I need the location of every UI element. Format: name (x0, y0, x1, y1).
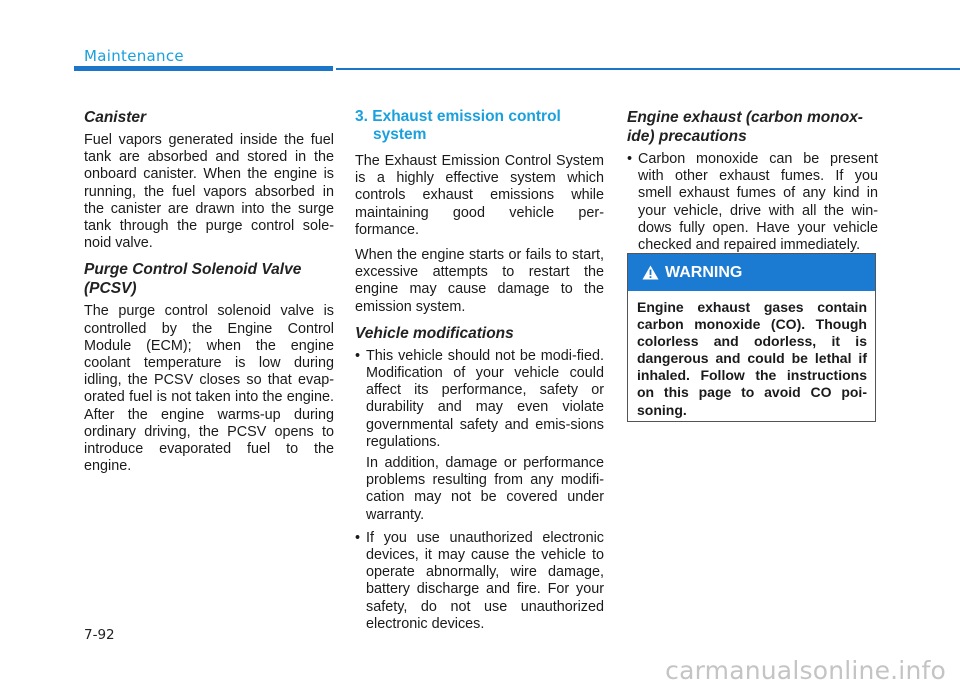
canister-heading: Canister (84, 109, 147, 126)
list-item (355, 530, 604, 633)
bullet-icon: • (355, 347, 361, 364)
warning-triangle-icon (642, 265, 659, 280)
list-item (627, 151, 878, 254)
warning-label: WARNING (665, 263, 743, 281)
modifications-list (355, 348, 604, 633)
column-middle (355, 108, 604, 639)
warning-box (627, 253, 876, 422)
list-item (355, 348, 604, 524)
column-left (84, 108, 334, 483)
column-right (627, 108, 878, 260)
section-title: Maintenance (84, 47, 184, 65)
bullet-icon: • (355, 529, 361, 546)
exhaust-intro-paragraph: The Exhaust Emission Control System is a highly effective system which controls exhaust emissions while maintaining good vehicle per-formance. (355, 153, 604, 238)
exhaust-system-heading: 3. Exhaust emission control system (355, 108, 561, 143)
bullet-icon: • (627, 151, 633, 167)
page-number: 7-92 (84, 627, 115, 643)
restart-paragraph: When the engine starts or fails to start, excessive attempts to restart the engine may cause damage to the emission system. (355, 247, 604, 315)
warning-header (628, 254, 875, 291)
header-rule-thin (336, 68, 960, 70)
co-list (627, 151, 878, 254)
list-item-text: This vehicle should not be modi-fied. Modification of your vehicle could affect its performance, safety or durability and may even violate governmental safety and emis-sions regulations. (366, 347, 604, 450)
list-item-text: If you use unauthorized electronic devices, it may cause the vehicle to operate abnormally, wire damage, battery discharge and fire. For your safety, do not use unauthorized electronic devices. (366, 529, 604, 632)
watermark: carmanualsonline.info (665, 656, 946, 685)
header-rule-thick (74, 66, 333, 71)
list-item-subtext: In addition, damage or performance problems resulting from any modifi-cation may not be covered under warranty. (366, 455, 604, 523)
canister-paragraph: Fuel vapors generated inside the fuel tank are absorbed and stored in the onboard canister. When the engine is running, the fuel vapors absorbed in the canister are drawn into the surge tank through the purge control sole-noid valve. (84, 132, 334, 252)
pcsv-heading: Purge Control Solenoid Valve (PCSV) (84, 261, 302, 298)
co-precautions-heading: Engine exhaust (carbon monox-ide) precautions (627, 109, 863, 145)
vehicle-modifications-heading: Vehicle modifications (355, 324, 514, 342)
list-item-text: Carbon monoxide can be present with other exhaust fumes. If you smell exhaust fumes of any kind in your vehicle, drive with all the win-dows fully open. Have your vehicle checked and repaired immediately. (638, 151, 878, 254)
warning-text: Engine exhaust gases contain carbon monoxide (CO). Though colorless and odorless, it is dangerous and could be lethal if inhaled. Follow the instructions on this page to avoid CO poi-soning. (637, 299, 867, 418)
pcsv-paragraph: The purge control solenoid valve is controlled by the Engine Control Module (ECM); when the engine coolant temperature is low during idling, the PCSV closes so that evap-orated fuel is not taken into the engine. After the engine warms-up during ordinary driving, the PCSV opens to introduce evaporated fuel to the engine. (84, 303, 334, 475)
